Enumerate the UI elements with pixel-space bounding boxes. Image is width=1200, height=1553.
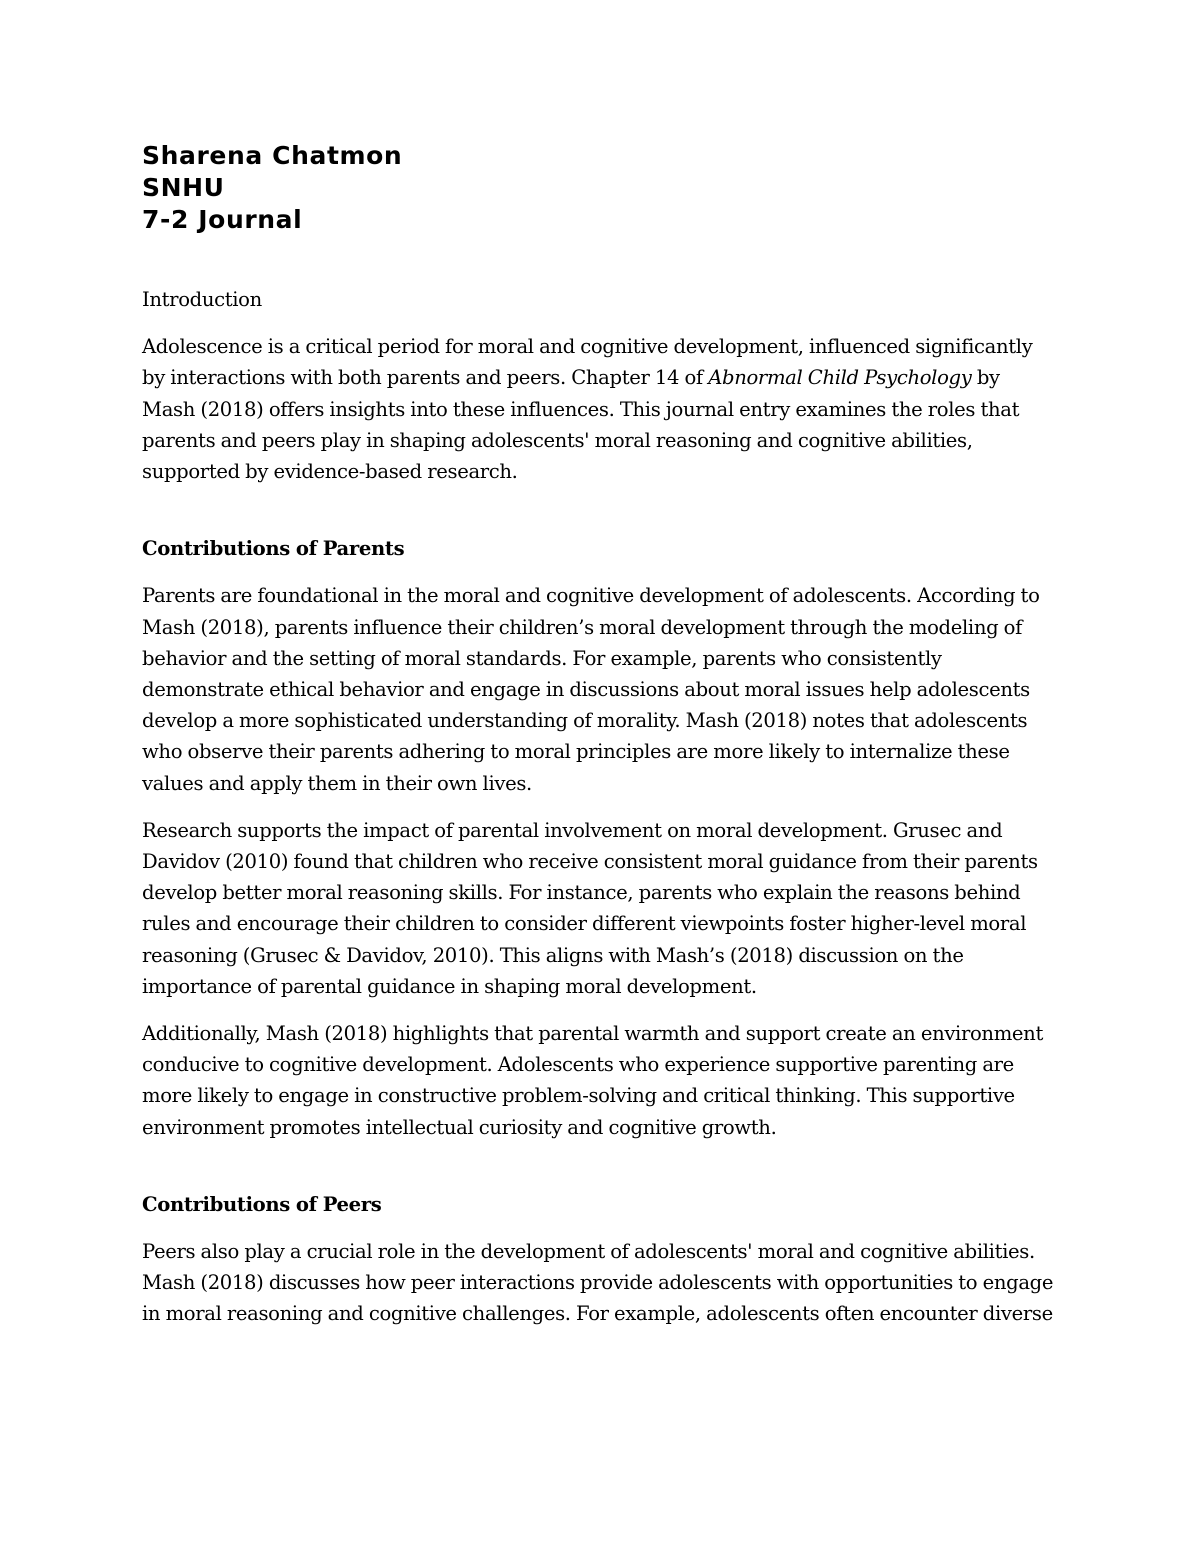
book-title: Abnormal Child Psychology: [708, 366, 972, 390]
document-header: [142, 140, 1042, 236]
introduction-paragraph: [142, 331, 1058, 487]
intro-text-end: by Mash (2018) offers insights into these influences. This journal entry examines the roles that parents and peers play in shaping adolescents' moral reasoning and cognitive abilities, supported by evidence-based research.: [142, 366, 1020, 484]
parents-paragraph-1: Parents are foundational in the moral and cognitive development of adolescents. According to Mash (2018), parents influence their children’s moral development through the modeling of behavior and the setting of moral standards. For example, parents who consistently demonstrate ethical behavior and engage in discussions about moral issues help adolescents develop a more sophisticated understanding of morality. Mash (2018) notes that adolescents who observe their parents adhering to moral principles are more likely to internalize these values and apply them in their own lives.: [142, 584, 1040, 795]
institution-name: SNHU: [142, 173, 225, 202]
assignment-title: 7-2 Journal: [142, 205, 303, 234]
author-name: Sharena Chatmon: [142, 141, 403, 170]
parents-paragraph-2: Research supports the impact of parental involvement on moral development. Grusec and Davidov (2010) found that children who receive consistent moral guidance from their parents develop better moral reasoning skills. For instance, parents who explain the reasons behind rules and encourage their children to consider different viewpoints foster higher-level moral reasoning (Grusec & Davidov, 2010). This aligns with Mash’s (2018) discussion on the importance of parental guidance in shaping moral development.: [142, 818, 1038, 998]
peers-paragraph-1: Peers also play a crucial role in the development of adolescents' moral and cognitive abilities. Mash (2018) discusses how peer interactions provide adolescents with opportunities to engage in moral reasoning and cognitive challenges. For example, adolescents often encounter diverse: [142, 1240, 1054, 1326]
intro-text-start: Adolescence is a critical period for moral and cognitive development, influenced significantly by interactions with both parents and peers. Chapter 14 of: [142, 335, 1033, 390]
parents-paragraph-3: Additionally, Mash (2018) highlights that parental warmth and support create an environment conducive to cognitive development. Adolescents who experience supportive parenting are more likely to engage in constructive problem-solving and critical thinking. This supportive environment promotes intellectual curiosity and cognitive growth.: [142, 1022, 1043, 1139]
document-body: [142, 284, 1058, 1346]
peers-heading: Contributions of Peers: [142, 1192, 382, 1216]
parents-heading: Contributions of Parents: [142, 537, 405, 561]
introduction-label: Introduction: [142, 288, 262, 311]
